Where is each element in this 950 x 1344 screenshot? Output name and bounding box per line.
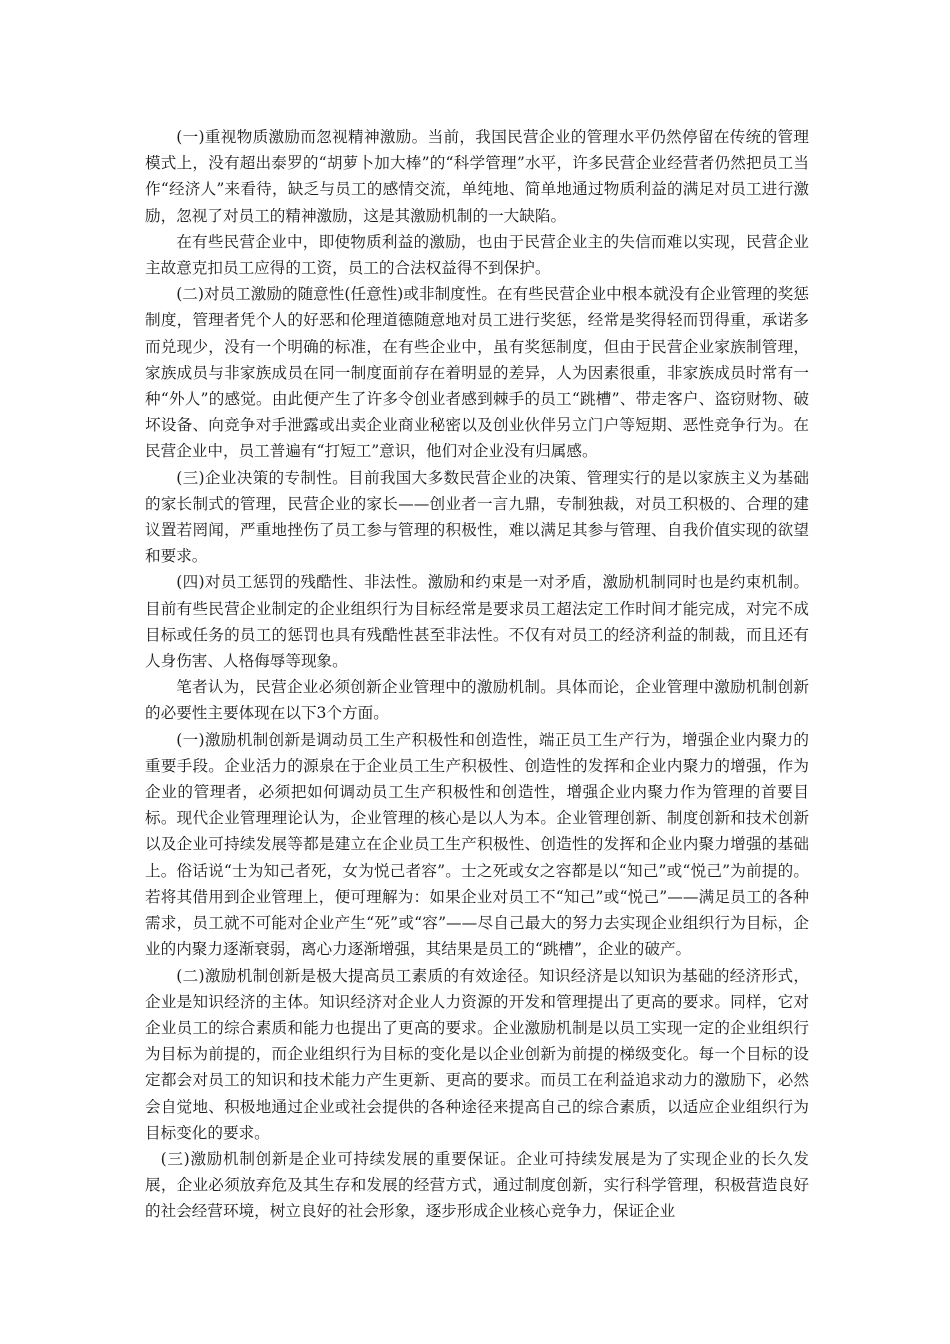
paragraph-motivation-cohesion: (一)激励机制创新是调动员工生产积极性和创造性，端正员工生产行为，增强企业内聚力的重要手段。企业活力的源泉在于企业员工生产积极性、创造性的发挥和企业内聚力的增强，作为企业的管理者，必须把如何调动员工生产积极性和创造性，增强企业内聚力作为管理的首要目标。现代企业管理理论认为，企业管理的核心是以人为本。企业管理创新、制度创新和技术创新以及企业可持续发展等都是建立在企业员工生产积极性、创造性的发挥和企业内聚力增强的基础上。俗话说“士为知己者死，女为悦己者容”。士之死或女之容都是以“知己”或“悦己”为前提的。若将其借用到企业管理上，便可理解为：如果企业对员工不“知己”或“悦己”——满足员工的各种需求，员工就不可能对企业产生“死”或“容”——尽自己最大的努力去实现企业组织行为目标，企业的内聚力逐渐衰弱，离心力逐渐增强，其结果是员工的“跳槽”，企业的破产。 <box>145 730 809 959</box>
paragraph-sustainable-development: (三)激励机制创新是企业可持续发展的重要保证。企业可持续发展是为了实现企业的长久发展，企业必须放弃危及其生存和发展的经营方式，通过制度创新，实行科学管理，积极营造良好的社会经营环境，树立良好的社会形象，逐步形成企业核心竞争力，保证企业 <box>145 1149 809 1221</box>
paragraph-arbitrary-incentive: (二)对员工激励的随意性(任意性)或非制度性。在有些民营企业中根本就没有企业管理的奖惩制度，管理者凭个人的好恶和伦理道德随意地对员工进行奖惩，经常是奖得轻而罚得重，承诺多而兑现少，没有一个明确的标准，在有些企业中，虽有奖惩制度，但由于民营企业家族制管理，家族成员与非家族成员在同一制度面前存在着明显的差异，人为因素很重，非家族成员时常有一种“外人”的感觉。由此便产生了许多令创业者感到棘手的员工“跳槽”、带走客户、盗窃财物、破坏设备、向竞争对手泄露或出卖企业商业秘密以及创业伙伴另立门户等短期、恶性竞争行为。在民营企业中，员工普遍有“打短工”意识，他们对企业没有归属感。 <box>145 285 809 461</box>
document-body <box>145 124 809 1225</box>
paragraph-author-view: 笔者认为，民营企业必须创新企业管理中的激励机制。具体而论，企业管理中激励机制创新的必要性主要体现在以下3个方面。 <box>145 678 809 723</box>
paragraph-material-incentive: (一)重视物质激励而忽视精神激励。当前，我国民营企业的管理水平仍然停留在传统的管理模式上，没有超出泰罗的“胡萝卜加大棒”的“科学管理”水平，许多民营企业经营者仍然把员工当作“经济人”来看待，缺乏与员工的感情交流，单纯地、简单地通过物质利益的满足对员工进行激励，忽视了对员工的精神激励，这是其激励机制的一大缺陷。 <box>145 128 809 225</box>
paragraph-employee-quality: (二)激励机制创新是极大提高员工素质的有效途径。知识经济是以知识为基础的经济形式，企业是知识经济的主体。知识经济对企业人力资源的开发和管理提出了更高的要求。同样，它对企业员工的综合素质和能力也提出了更高的要求。企业激励机制是以员工实现一定的企业组织行为目标为前提的，而企业组织行为目标的变化是以企业创新为前提的梯级变化。每一个目标的设定都会对员工的知识和技术能力产生更新、更高的要求。而员工在利益追求动力的激励下，必然会自觉地、积极地通过企业或社会提供的各种途径来提高自己的综合素质，以适应企业组织行为目标变化的要求。 <box>145 966 809 1142</box>
paragraph-broken-promises: 在有些民营企业中，即使物质利益的激励，也由于民营企业主的失信而难以实现，民营企业主故意克扣员工应得的工资，员工的合法权益得不到保护。 <box>145 232 809 278</box>
paragraph-autocratic-decision: (三)企业决策的专制性。目前我国大多数民营企业的决策、管理实行的是以家族主义为基础的家长制式的管理，民营企业的家长——创业者一言九鼎，专制独裁，对员工积极的、合理的建议置若罔闻，严重地挫伤了员工参与管理的积极性，难以满足其参与管理、自我价值实现的欲望和要求。 <box>145 468 809 566</box>
paragraph-harsh-punishment: (四)对员工惩罚的残酷性、非法性。激励和约束是一对矛盾，激励机制同时也是约束机制。目前有些民营企业制定的企业组织行为目标经常是要求员工超法定工作时间才能完成，对完不成目标或任务的员工的惩罚也具有残酷性甚至非法性。不仅有对员工的经济利益的制裁，而且还有人身伤害、人格侮辱等现象。 <box>145 573 809 671</box>
